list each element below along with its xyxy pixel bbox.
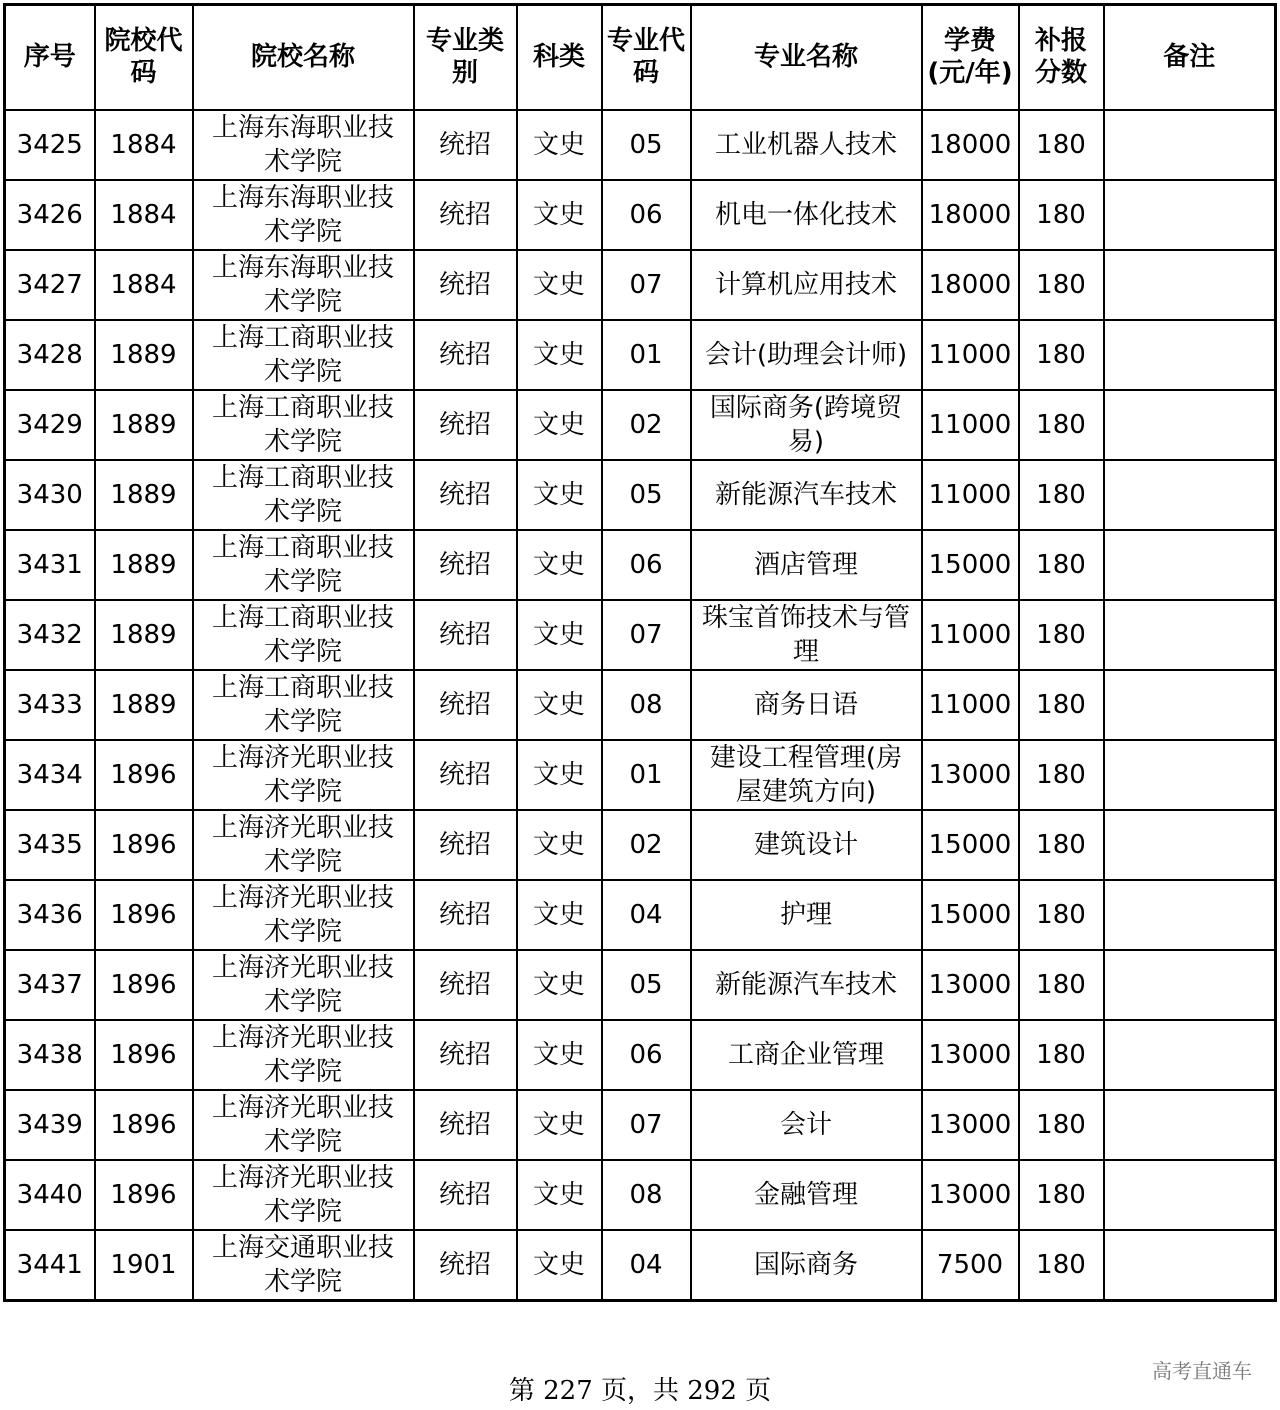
- cell-subject: 文史: [517, 600, 602, 670]
- table-row: [5, 390, 1276, 460]
- table-row: [5, 1020, 1276, 1090]
- header-major-code: 专业代码: [602, 5, 691, 110]
- cell-school-name: 上海工商职业技术学院: [193, 600, 414, 670]
- cell-tuition: 13000: [922, 1020, 1019, 1090]
- cell-subject: 文史: [517, 740, 602, 810]
- table-row: [5, 600, 1276, 670]
- cell-note: [1104, 740, 1276, 810]
- cell-school-code: 1896: [95, 740, 193, 810]
- cell-category: 统招: [414, 670, 517, 740]
- cell-note: [1104, 530, 1276, 600]
- header-major-name: 专业名称: [691, 5, 922, 110]
- cell-school-code: 1896: [95, 1020, 193, 1090]
- cell-school-code: 1884: [95, 180, 193, 250]
- cell-school-code: 1889: [95, 460, 193, 530]
- cell-school-name: 上海济光职业技术学院: [193, 810, 414, 880]
- cell-note: [1104, 1020, 1276, 1090]
- table-row: [5, 180, 1276, 250]
- cell-note: [1104, 460, 1276, 530]
- cell-tuition: 13000: [922, 740, 1019, 810]
- cell-major-name: 工业机器人技术: [691, 110, 922, 180]
- cell-school-code: 1896: [95, 950, 193, 1020]
- page-number: 第 227 页，共 292 页: [508, 1376, 772, 1406]
- cell-tuition: 11000: [922, 600, 1019, 670]
- table-row: [5, 1160, 1276, 1230]
- table-row: [5, 460, 1276, 530]
- cell-seq: 3432: [5, 600, 95, 670]
- cell-seq: 3429: [5, 390, 95, 460]
- cell-score: 180: [1019, 320, 1104, 390]
- cell-category: 统招: [414, 110, 517, 180]
- cell-major-name: 建设工程管理(房屋建筑方向): [691, 740, 922, 810]
- header-score: 补报分数: [1019, 5, 1104, 110]
- header-note: 备注: [1104, 5, 1276, 110]
- cell-seq: 3436: [5, 880, 95, 950]
- table-row: [5, 950, 1276, 1020]
- cell-school-name: 上海工商职业技术学院: [193, 320, 414, 390]
- cell-major-code: 05: [602, 110, 691, 180]
- cell-category: 统招: [414, 600, 517, 670]
- cell-seq: 3434: [5, 740, 95, 810]
- cell-school-name: 上海东海职业技术学院: [193, 250, 414, 320]
- cell-major-code: 05: [602, 950, 691, 1020]
- cell-note: [1104, 1160, 1276, 1230]
- table-row: [5, 740, 1276, 810]
- cell-tuition: 11000: [922, 320, 1019, 390]
- cell-subject: 文史: [517, 1020, 602, 1090]
- cell-major-name: 会计(助理会计师): [691, 320, 922, 390]
- cell-tuition: 11000: [922, 390, 1019, 460]
- cell-school-name: 上海工商职业技术学院: [193, 670, 414, 740]
- cell-score: 180: [1019, 390, 1104, 460]
- cell-school-name: 上海济光职业技术学院: [193, 1090, 414, 1160]
- cell-major-code: 04: [602, 1230, 691, 1301]
- cell-school-code: 1889: [95, 600, 193, 670]
- cell-score: 180: [1019, 250, 1104, 320]
- cell-major-name: 国际商务(跨境贸易): [691, 390, 922, 460]
- cell-major-name: 酒店管理: [691, 530, 922, 600]
- cell-category: 统招: [414, 250, 517, 320]
- cell-tuition: 18000: [922, 250, 1019, 320]
- cell-school-name: 上海工商职业技术学院: [193, 530, 414, 600]
- cell-major-name: 机电一体化技术: [691, 180, 922, 250]
- cell-category: 统招: [414, 1020, 517, 1090]
- header-tuition: 学费(元/年): [922, 5, 1019, 110]
- admissions-table-wrapper: [3, 3, 1277, 1302]
- cell-note: [1104, 250, 1276, 320]
- cell-tuition: 18000: [922, 180, 1019, 250]
- header-seq: 序号: [5, 5, 95, 110]
- cell-category: 统招: [414, 810, 517, 880]
- cell-subject: 文史: [517, 880, 602, 950]
- cell-major-name: 国际商务: [691, 1230, 922, 1301]
- header-subject: 科类: [517, 5, 602, 110]
- cell-category: 统招: [414, 460, 517, 530]
- table-row: [5, 880, 1276, 950]
- cell-school-name: 上海工商职业技术学院: [193, 460, 414, 530]
- cell-subject: 文史: [517, 250, 602, 320]
- cell-major-code: 02: [602, 810, 691, 880]
- cell-school-name: 上海济光职业技术学院: [193, 1160, 414, 1230]
- cell-score: 180: [1019, 1090, 1104, 1160]
- cell-major-name: 金融管理: [691, 1160, 922, 1230]
- cell-seq: 3439: [5, 1090, 95, 1160]
- cell-major-code: 07: [602, 1090, 691, 1160]
- cell-subject: 文史: [517, 950, 602, 1020]
- cell-subject: 文史: [517, 1230, 602, 1301]
- cell-note: [1104, 600, 1276, 670]
- cell-school-code: 1884: [95, 110, 193, 180]
- cell-major-code: 05: [602, 460, 691, 530]
- cell-seq: 3431: [5, 530, 95, 600]
- cell-school-name: 上海济光职业技术学院: [193, 950, 414, 1020]
- cell-category: 统招: [414, 880, 517, 950]
- cell-note: [1104, 810, 1276, 880]
- cell-school-code: 1901: [95, 1230, 193, 1301]
- cell-seq: 3437: [5, 950, 95, 1020]
- cell-major-code: 02: [602, 390, 691, 460]
- cell-major-code: 01: [602, 320, 691, 390]
- cell-score: 180: [1019, 950, 1104, 1020]
- cell-school-code: 1896: [95, 1090, 193, 1160]
- table-row: [5, 1230, 1276, 1301]
- cell-note: [1104, 390, 1276, 460]
- cell-major-code: 08: [602, 670, 691, 740]
- cell-seq: 3441: [5, 1230, 95, 1301]
- cell-note: [1104, 110, 1276, 180]
- table-body: [5, 110, 1276, 1301]
- cell-school-name: 上海东海职业技术学院: [193, 110, 414, 180]
- cell-tuition: 11000: [922, 670, 1019, 740]
- cell-tuition: 13000: [922, 1090, 1019, 1160]
- cell-score: 180: [1019, 670, 1104, 740]
- cell-school-code: 1889: [95, 390, 193, 460]
- table-row: [5, 670, 1276, 740]
- cell-school-code: 1896: [95, 1160, 193, 1230]
- cell-subject: 文史: [517, 110, 602, 180]
- cell-category: 统招: [414, 950, 517, 1020]
- cell-note: [1104, 1090, 1276, 1160]
- table-row: [5, 810, 1276, 880]
- cell-tuition: 15000: [922, 810, 1019, 880]
- table-header-row: [5, 5, 1276, 110]
- cell-category: 统招: [414, 530, 517, 600]
- cell-score: 180: [1019, 1230, 1104, 1301]
- cell-seq: 3426: [5, 180, 95, 250]
- cell-score: 180: [1019, 810, 1104, 880]
- cell-major-code: 07: [602, 600, 691, 670]
- cell-score: 180: [1019, 740, 1104, 810]
- cell-school-code: 1889: [95, 530, 193, 600]
- cell-category: 统招: [414, 1090, 517, 1160]
- cell-note: [1104, 320, 1276, 390]
- cell-subject: 文史: [517, 390, 602, 460]
- cell-score: 180: [1019, 600, 1104, 670]
- cell-category: 统招: [414, 390, 517, 460]
- cell-school-code: 1889: [95, 670, 193, 740]
- cell-subject: 文史: [517, 530, 602, 600]
- cell-score: 180: [1019, 1020, 1104, 1090]
- cell-school-code: 1896: [95, 810, 193, 880]
- cell-seq: 3430: [5, 460, 95, 530]
- cell-subject: 文史: [517, 460, 602, 530]
- cell-major-code: 04: [602, 880, 691, 950]
- cell-major-name: 建筑设计: [691, 810, 922, 880]
- cell-category: 统招: [414, 320, 517, 390]
- cell-seq: 3427: [5, 250, 95, 320]
- cell-major-name: 珠宝首饰技术与管理: [691, 600, 922, 670]
- cell-subject: 文史: [517, 1160, 602, 1230]
- cell-category: 统招: [414, 740, 517, 810]
- table-row: [5, 530, 1276, 600]
- cell-score: 180: [1019, 180, 1104, 250]
- admissions-table: [3, 3, 1277, 1302]
- cell-note: [1104, 670, 1276, 740]
- cell-score: 180: [1019, 530, 1104, 600]
- cell-major-name: 会计: [691, 1090, 922, 1160]
- header-category: 专业类别: [414, 5, 517, 110]
- cell-note: [1104, 180, 1276, 250]
- cell-major-code: 07: [602, 250, 691, 320]
- cell-seq: 3440: [5, 1160, 95, 1230]
- cell-seq: 3425: [5, 110, 95, 180]
- cell-tuition: 15000: [922, 880, 1019, 950]
- cell-major-code: 06: [602, 180, 691, 250]
- cell-tuition: 11000: [922, 460, 1019, 530]
- cell-school-name: 上海济光职业技术学院: [193, 880, 414, 950]
- cell-seq: 3428: [5, 320, 95, 390]
- cell-note: [1104, 1230, 1276, 1301]
- cell-note: [1104, 880, 1276, 950]
- cell-major-code: 06: [602, 1020, 691, 1090]
- cell-tuition: 13000: [922, 950, 1019, 1020]
- cell-major-name: 计算机应用技术: [691, 250, 922, 320]
- cell-major-code: 06: [602, 530, 691, 600]
- cell-subject: 文史: [517, 180, 602, 250]
- cell-major-name: 新能源汽车技术: [691, 950, 922, 1020]
- cell-seq: 3438: [5, 1020, 95, 1090]
- table-row: [5, 110, 1276, 180]
- cell-school-name: 上海济光职业技术学院: [193, 740, 414, 810]
- table-row: [5, 320, 1276, 390]
- cell-subject: 文史: [517, 1090, 602, 1160]
- cell-school-name: 上海济光职业技术学院: [193, 1020, 414, 1090]
- cell-school-code: 1884: [95, 250, 193, 320]
- cell-subject: 文史: [517, 320, 602, 390]
- cell-school-name: 上海工商职业技术学院: [193, 390, 414, 460]
- cell-tuition: 7500: [922, 1230, 1019, 1301]
- cell-major-code: 08: [602, 1160, 691, 1230]
- cell-tuition: 15000: [922, 530, 1019, 600]
- header-school-code: 院校代码: [95, 5, 193, 110]
- table-row: [5, 250, 1276, 320]
- cell-subject: 文史: [517, 670, 602, 740]
- cell-school-code: 1889: [95, 320, 193, 390]
- cell-score: 180: [1019, 460, 1104, 530]
- cell-school-name: 上海交通职业技术学院: [193, 1230, 414, 1301]
- cell-score: 180: [1019, 110, 1104, 180]
- cell-seq: 3435: [5, 810, 95, 880]
- cell-category: 统招: [414, 1160, 517, 1230]
- cell-subject: 文史: [517, 810, 602, 880]
- cell-major-name: 工商企业管理: [691, 1020, 922, 1090]
- watermark-text: 高考直通车: [1152, 1359, 1252, 1383]
- cell-seq: 3433: [5, 670, 95, 740]
- cell-tuition: 18000: [922, 110, 1019, 180]
- cell-major-name: 护理: [691, 880, 922, 950]
- table-row: [5, 1090, 1276, 1160]
- cell-note: [1104, 950, 1276, 1020]
- cell-category: 统招: [414, 180, 517, 250]
- cell-score: 180: [1019, 880, 1104, 950]
- cell-category: 统招: [414, 1230, 517, 1301]
- cell-score: 180: [1019, 1160, 1104, 1230]
- cell-major-name: 商务日语: [691, 670, 922, 740]
- cell-school-name: 上海东海职业技术学院: [193, 180, 414, 250]
- cell-school-code: 1896: [95, 880, 193, 950]
- header-school-name: 院校名称: [193, 5, 414, 110]
- cell-tuition: 13000: [922, 1160, 1019, 1230]
- cell-major-code: 01: [602, 740, 691, 810]
- cell-major-name: 新能源汽车技术: [691, 460, 922, 530]
